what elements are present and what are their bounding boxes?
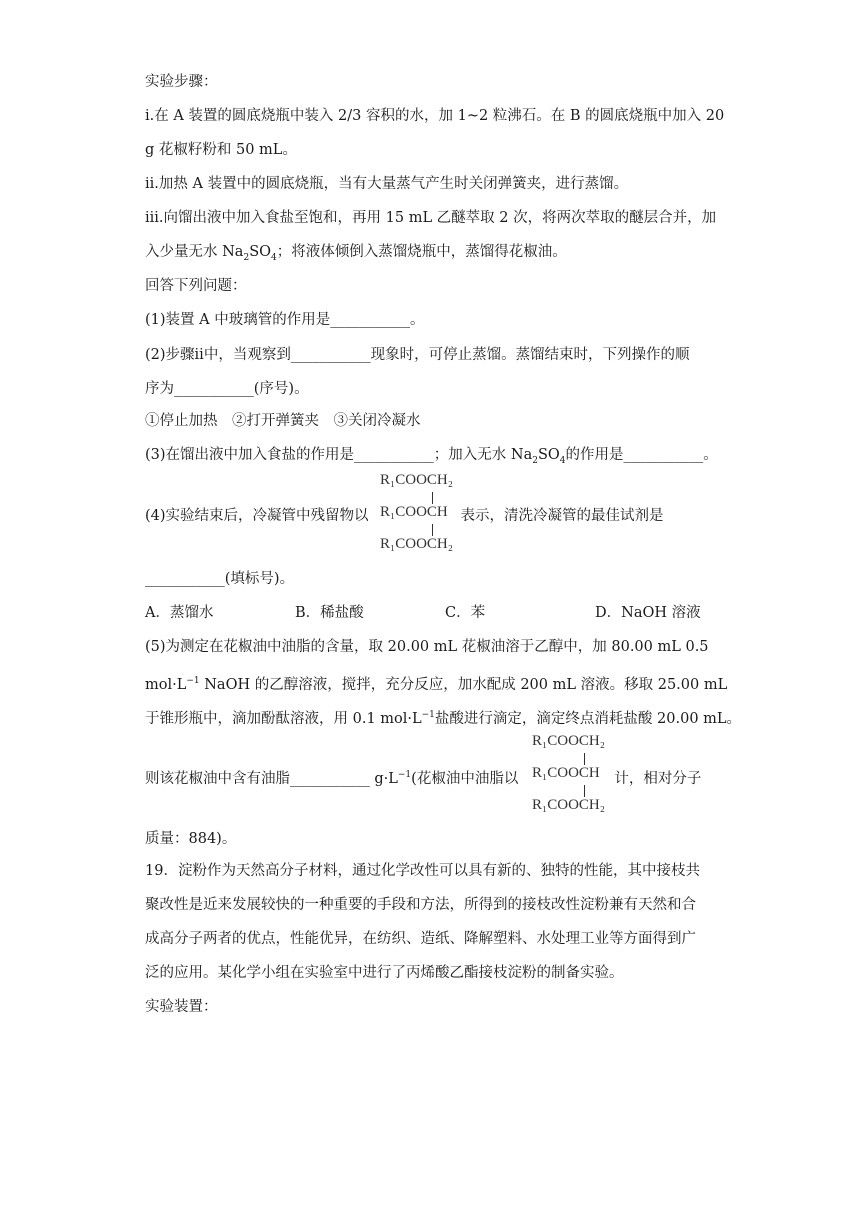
question-5-line4: 则该花椒油中含有油脂___________ $g\cdot L^{-1}$(花椒油中油脂以 计，相对分子 bbox=[145, 770, 702, 787]
triglyceride-formula-2: R₁COOCH₂ R₁COOCH R₁COOCH₂ bbox=[532, 733, 605, 813]
question-2-line2: 序为___________(序号)。 bbox=[145, 381, 309, 397]
question-19-line4: 泛的应用。某化学小组在实验室中进行了丙烯酸乙酯接枝淀粉的制备实验。 bbox=[145, 965, 624, 981]
question-4-line1: (4)实验结束后，冷凝管中残留物以 表示，清洗冷凝管的最佳试剂是 bbox=[145, 508, 664, 524]
option-a: A．蒸馏水 bbox=[145, 605, 214, 621]
question-19-line3: 成高分子两者的优点，性能优异，在纺织、造纸、降解塑料、水处理工业等方面得到广 bbox=[145, 931, 696, 947]
question-5-line1: (5)为测定在花椒油中油脂的含量，取 20.00 mL 花椒油溶于乙醇中，加 80.00 mL 0.5 bbox=[145, 639, 709, 655]
question-2-choices: ①停止加热 ②打开弹簧夹 ③关闭冷凝水 bbox=[145, 413, 421, 429]
questions-heading: 回答下列问题： bbox=[145, 278, 247, 294]
step-iii-line2: 入少量无水 $Na_2SO_4$；将液体倾倒入蒸馏烧瓶中，蒸馏得花椒油。 bbox=[145, 244, 567, 263]
question-2-line1: (2)步骤ii中，当观察到___________现象时，可停止蒸馏。蒸馏结束时，下列操作的顺 bbox=[145, 347, 690, 363]
option-c: C．苯 bbox=[445, 605, 486, 621]
apparatus-heading: 实验装置： bbox=[145, 999, 218, 1015]
question-19-line1: 19．淀粉作为天然高分子材料，通过化学改性可以具有新的、独特的性能，其中接枝共 bbox=[145, 863, 700, 879]
question-1: (1)装置 A 中玻璃管的作用是___________。 bbox=[145, 312, 425, 328]
question-5-line5: 质量：884)。 bbox=[145, 831, 237, 847]
step-iii-line1: iii.向馏出液中加入食盐至饱和，再用 15 mL 乙醚萃取 2 次，将两次萃取的醚层合并，加 bbox=[145, 210, 717, 226]
step-i-line2: g 花椒籽粉和 50 mL。 bbox=[145, 142, 297, 158]
question-5-line2: $mol\cdot L^{-1}$ NaOH 的乙醇溶液，搅拌，充分反应，加水配成 200 mL 溶液。移取 25.00 mL bbox=[145, 676, 728, 693]
question-19-line2: 聚改性是近来发展较快的一种重要的手段和方法，所得到的接枝改性淀粉兼有天然和合 bbox=[145, 897, 696, 913]
question-3: (3)在馏出液中加入食盐的作用是___________；加入无水 $Na_2SO_4$的作用是___________。 bbox=[145, 447, 718, 466]
section-heading-steps: 实验步骤： bbox=[145, 74, 218, 90]
question-4-line2: ___________(填标号)。 bbox=[145, 571, 295, 587]
question-5-line3: 于锥形瓶中，滴加酚酞溶液，用 0.1 $mol\cdot L^{-1}$盐酸进行滴定，滴定终点消耗盐酸 20.00 mL。 bbox=[145, 710, 742, 727]
step-i-line1: i.在 A 装置的圆底烧瓶中装入 2/3 容积的水，加 1~2 粒沸石。在 B 的圆底烧瓶中加入 20 bbox=[145, 108, 725, 124]
triglyceride-formula-1: R₁COOCH₂ R₁COOCH R₁COOCH₂ bbox=[380, 472, 453, 552]
option-b: B．稀盐酸 bbox=[295, 605, 364, 621]
option-d: D．NaOH 溶液 bbox=[595, 605, 701, 621]
step-ii: ii.加热 A 装置中的圆底烧瓶，当有大量蒸气产生时关闭弹簧夹，进行蒸馏。 bbox=[145, 176, 629, 192]
